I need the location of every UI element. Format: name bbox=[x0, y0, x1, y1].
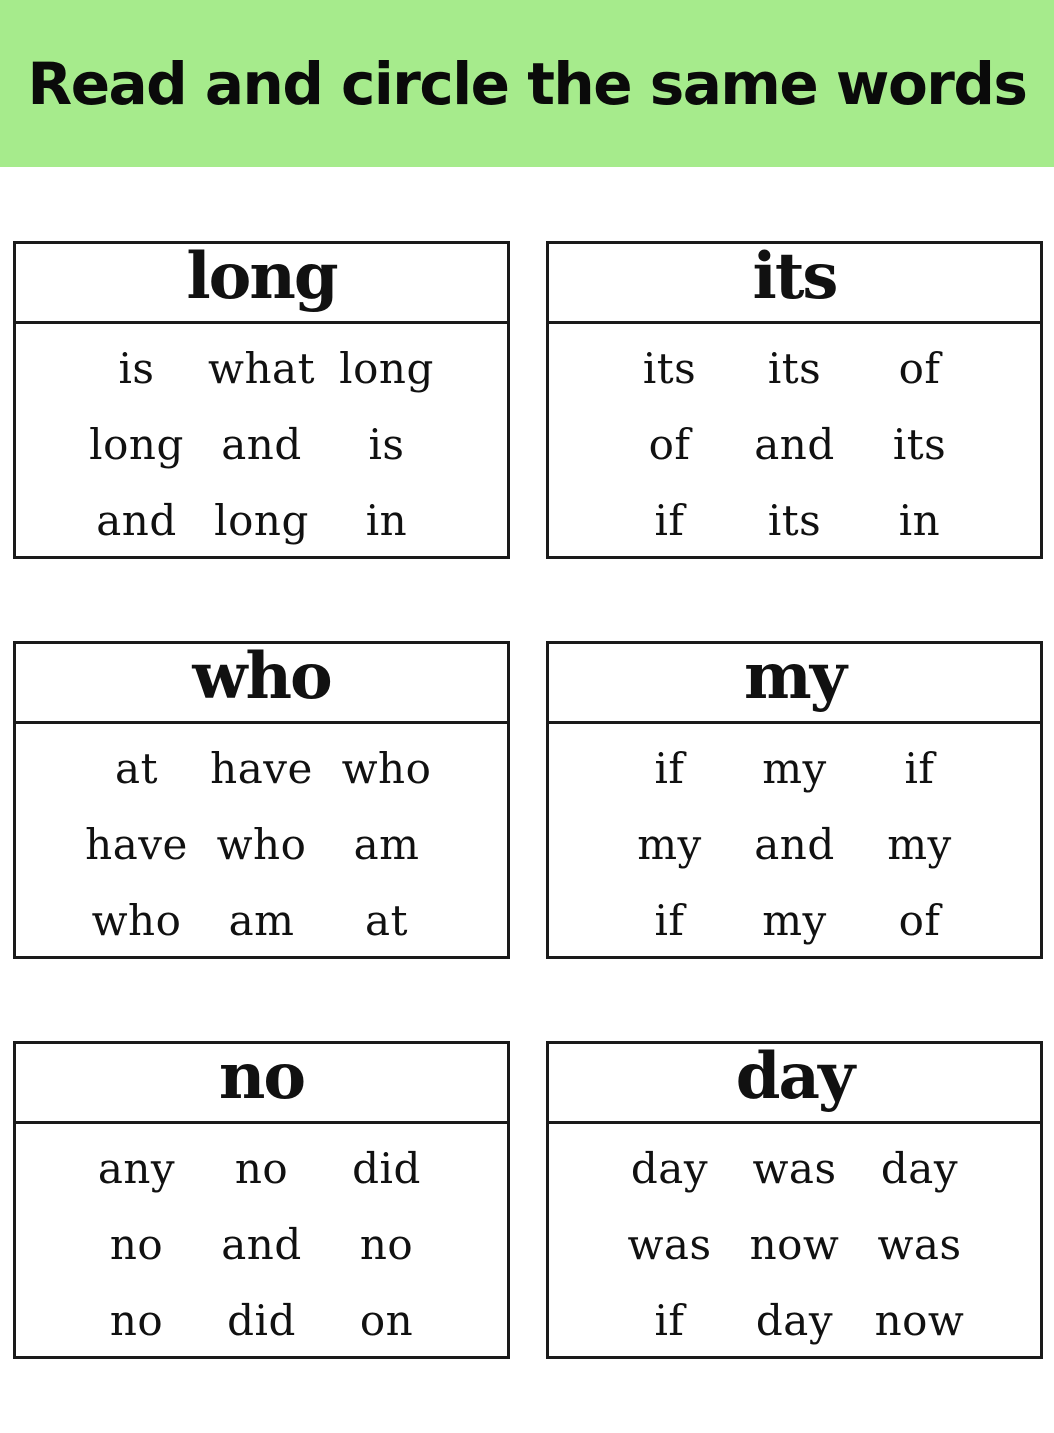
word-option[interactable]: on bbox=[359, 1295, 414, 1345]
card-header bbox=[16, 638, 507, 724]
card-header bbox=[16, 1038, 507, 1124]
word-option[interactable]: who bbox=[216, 819, 307, 869]
target-word: who bbox=[192, 638, 331, 714]
word-grid bbox=[549, 324, 1040, 558]
word-card-long bbox=[13, 238, 510, 559]
word-card-who bbox=[13, 638, 510, 959]
word-option[interactable]: is bbox=[118, 343, 155, 393]
word-option[interactable]: did bbox=[352, 1143, 421, 1193]
word-option[interactable]: my bbox=[762, 895, 827, 945]
word-grid bbox=[16, 1124, 507, 1358]
word-option[interactable]: day bbox=[630, 1143, 709, 1193]
word-option[interactable]: and bbox=[754, 819, 835, 869]
word-option[interactable]: what bbox=[208, 343, 315, 393]
word-option[interactable]: was bbox=[877, 1219, 962, 1269]
word-option[interactable]: of bbox=[898, 895, 941, 945]
word-option[interactable]: any bbox=[97, 1143, 176, 1193]
word-card-no bbox=[13, 1038, 510, 1359]
page-title: Read and circle the same words bbox=[27, 49, 1027, 118]
word-option[interactable]: day bbox=[880, 1143, 959, 1193]
target-word: my bbox=[744, 638, 845, 714]
target-word: its bbox=[752, 238, 837, 314]
word-grid bbox=[549, 1124, 1040, 1358]
word-option[interactable]: its bbox=[642, 343, 697, 393]
word-option[interactable]: was bbox=[627, 1219, 712, 1269]
word-option[interactable]: now bbox=[749, 1219, 840, 1269]
word-option[interactable]: its bbox=[767, 495, 822, 545]
word-option[interactable]: its bbox=[892, 419, 947, 469]
word-card-day bbox=[546, 1038, 1043, 1359]
word-grid bbox=[16, 724, 507, 958]
word-option[interactable]: am bbox=[353, 819, 420, 869]
card-header bbox=[16, 238, 507, 324]
word-option[interactable]: long bbox=[89, 419, 184, 469]
card-header bbox=[549, 1038, 1040, 1124]
word-grid bbox=[549, 724, 1040, 958]
word-option[interactable]: long bbox=[214, 495, 309, 545]
word-option[interactable]: no bbox=[359, 1219, 414, 1269]
word-option[interactable]: of bbox=[648, 419, 691, 469]
word-option[interactable]: my bbox=[637, 819, 702, 869]
word-option[interactable]: no bbox=[234, 1143, 289, 1193]
word-option[interactable]: long bbox=[339, 343, 434, 393]
word-option[interactable]: am bbox=[228, 895, 295, 945]
word-option[interactable]: have bbox=[210, 743, 313, 793]
target-word: day bbox=[735, 1038, 854, 1114]
title-banner bbox=[0, 0, 1054, 167]
word-option[interactable]: if bbox=[904, 743, 935, 793]
word-option[interactable]: and bbox=[754, 419, 835, 469]
word-option[interactable]: have bbox=[85, 819, 188, 869]
word-option[interactable]: at bbox=[365, 895, 408, 945]
word-option[interactable]: of bbox=[898, 343, 941, 393]
card-header bbox=[549, 238, 1040, 324]
card-header bbox=[549, 638, 1040, 724]
word-grid bbox=[16, 324, 507, 558]
word-option[interactable]: who bbox=[341, 743, 432, 793]
word-option[interactable]: in bbox=[365, 495, 408, 545]
word-option[interactable]: did bbox=[227, 1295, 296, 1345]
word-option[interactable]: in bbox=[898, 495, 941, 545]
word-option[interactable]: no bbox=[109, 1295, 164, 1345]
word-option[interactable]: day bbox=[755, 1295, 834, 1345]
word-option[interactable]: if bbox=[654, 743, 685, 793]
word-option[interactable]: if bbox=[654, 895, 685, 945]
word-option[interactable]: my bbox=[762, 743, 827, 793]
target-word: no bbox=[218, 1038, 305, 1114]
word-option[interactable]: who bbox=[91, 895, 182, 945]
word-option[interactable]: and bbox=[221, 1219, 302, 1269]
word-option[interactable]: if bbox=[654, 1295, 685, 1345]
word-option[interactable]: and bbox=[221, 419, 302, 469]
word-option[interactable]: and bbox=[96, 495, 177, 545]
word-option[interactable]: if bbox=[654, 495, 685, 545]
target-word: long bbox=[186, 238, 337, 314]
word-option[interactable]: at bbox=[115, 743, 158, 793]
word-option[interactable]: my bbox=[887, 819, 952, 869]
word-option[interactable]: was bbox=[752, 1143, 837, 1193]
word-card-my bbox=[546, 638, 1043, 959]
word-option[interactable]: no bbox=[109, 1219, 164, 1269]
word-option[interactable]: is bbox=[368, 419, 405, 469]
word-option[interactable]: its bbox=[767, 343, 822, 393]
word-option[interactable]: now bbox=[874, 1295, 965, 1345]
word-card-its bbox=[546, 238, 1043, 559]
